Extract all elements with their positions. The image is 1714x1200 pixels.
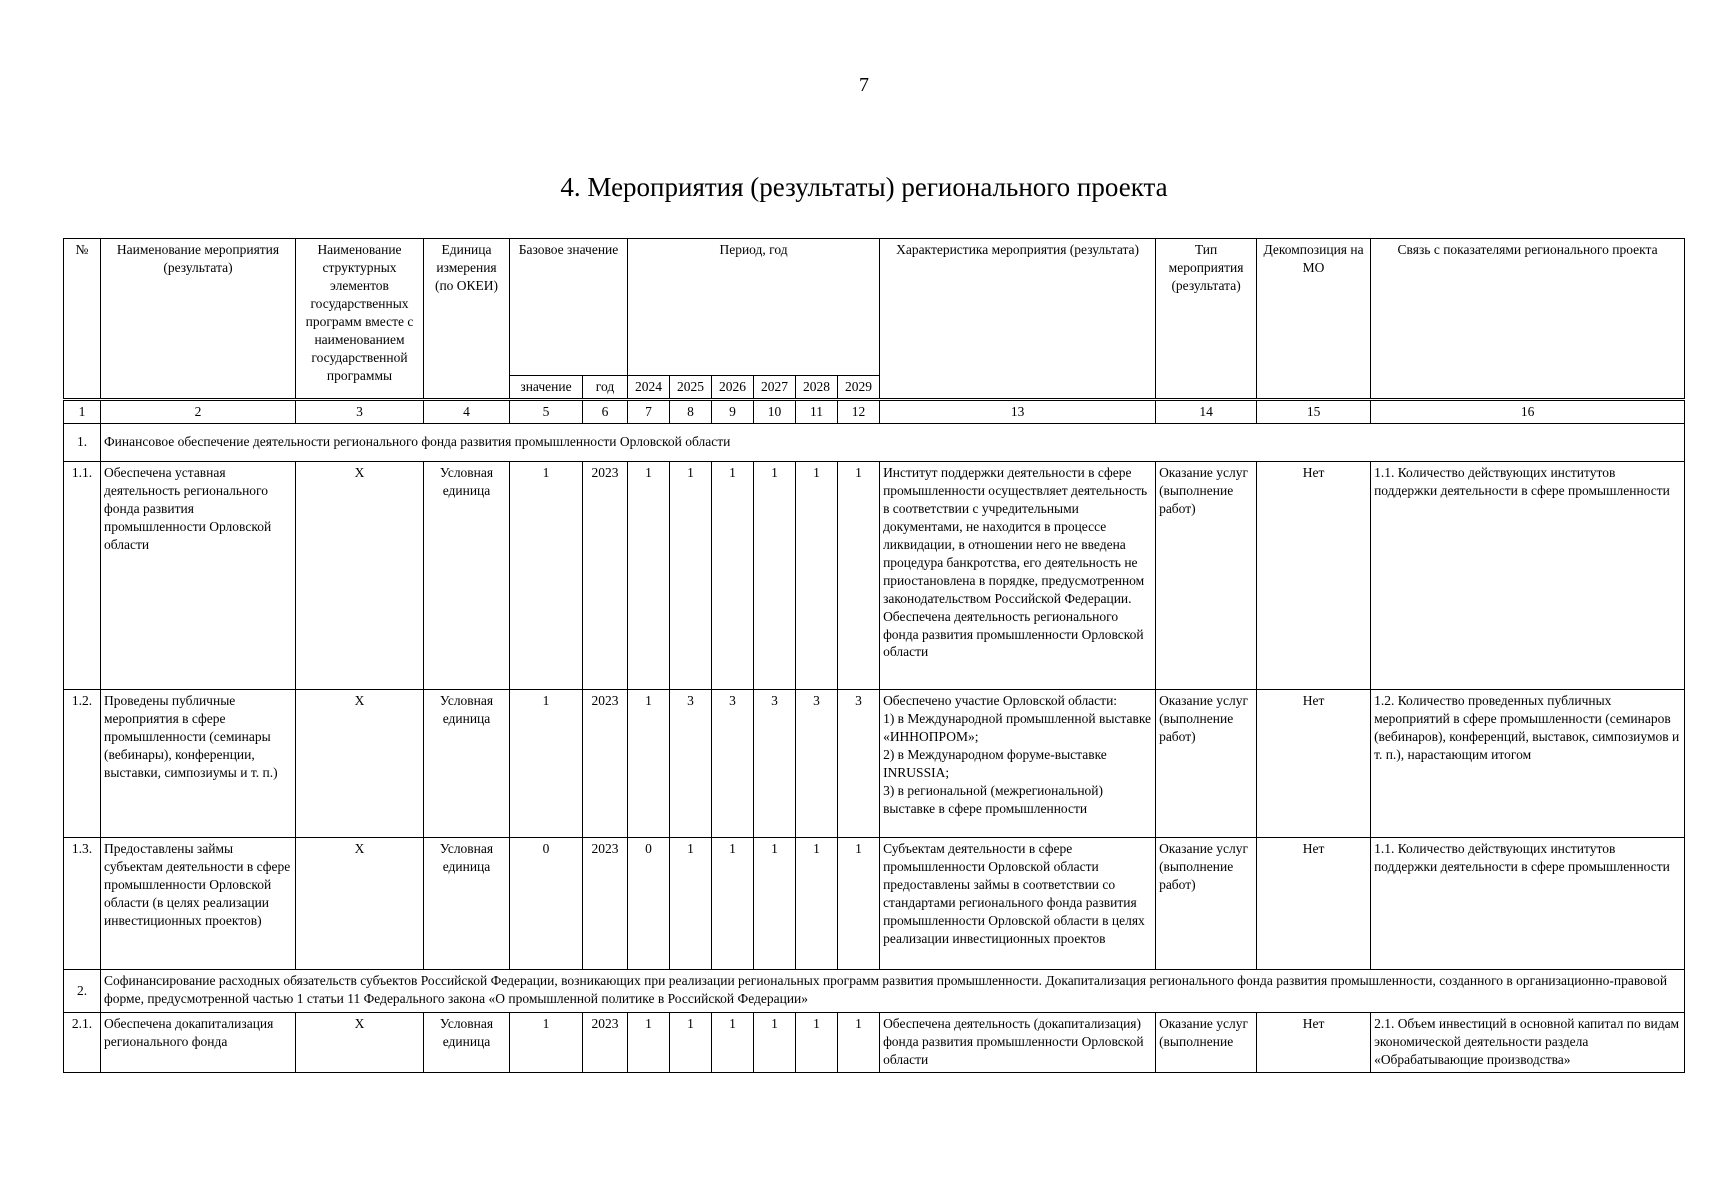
column-number: 1 xyxy=(64,400,101,424)
value-2024: 1 xyxy=(628,1012,670,1072)
base-value: 1 xyxy=(510,689,583,837)
subheader-year-2029: 2029 xyxy=(838,376,880,400)
section-title: Софинансирование расходных обязательств субъектов Российской Федерации, возникающих при реализации региональных программ развития промышленности. Докапитализация регионального фонда развития промышленности, созданного в организационно-правовой форме, предусмотренной частью 1 статьи 11 Федерального закона «О промышленной политике в Российской Федерации» xyxy=(101,969,1685,1012)
value-2026: 3 xyxy=(712,689,754,837)
indicator-link: 1.2. Количество проведенных публичных мероприятий в сфере промышленности (семинаров (вебинаров), конференций, выставок, симпозиумов и т. п.), нарастающим итогом xyxy=(1371,689,1685,837)
event-characteristic: Субъектам деятельности в сфере промышленности Орловской области предоставлены займы в соответствии со стандартами регионального фонда развития промышленности Орловской области в целях реализации инвестиционных проектов xyxy=(880,837,1156,969)
unit: Условная единица xyxy=(424,689,510,837)
event-name: Предоставлены займы субъектам деятельности в сфере промышленности Орловской области (в целях реализации инвестиционных проектов) xyxy=(101,837,296,969)
header-base-value: Базовое значение xyxy=(510,239,628,376)
structural-element: X xyxy=(296,689,424,837)
subheader-year: год xyxy=(583,376,628,400)
column-number-row xyxy=(64,400,1685,424)
row-number: 2.1. xyxy=(64,1012,101,1072)
value-2026: 1 xyxy=(712,837,754,969)
unit: Условная единица xyxy=(424,837,510,969)
subheader-year-2025: 2025 xyxy=(670,376,712,400)
header-number: № xyxy=(64,239,101,400)
value-2028: 3 xyxy=(796,689,838,837)
subheader-year-2024: 2024 xyxy=(628,376,670,400)
row-number: 1.1. xyxy=(64,461,101,689)
structural-element: X xyxy=(296,1012,424,1072)
base-value: 1 xyxy=(510,461,583,689)
subheader-year-2028: 2028 xyxy=(796,376,838,400)
column-number: 5 xyxy=(510,400,583,424)
structural-element: X xyxy=(296,461,424,689)
header-decomposition: Декомпозиция на МО xyxy=(1257,239,1371,400)
event-type: Оказание услуг (выполнение работ) xyxy=(1156,689,1257,837)
base-year: 2023 xyxy=(583,689,628,837)
event-type: Оказание услуг (выполнение работ) xyxy=(1156,837,1257,969)
table-row xyxy=(64,461,1685,689)
base-value: 0 xyxy=(510,837,583,969)
subheader-year-2026: 2026 xyxy=(712,376,754,400)
column-number: 15 xyxy=(1257,400,1371,424)
table-row xyxy=(64,837,1685,969)
base-year: 2023 xyxy=(583,1012,628,1072)
column-number: 4 xyxy=(424,400,510,424)
indicator-link: 1.1. Количество действующих институтов поддержки деятельности в сфере промышленности xyxy=(1371,461,1685,689)
column-number: 6 xyxy=(583,400,628,424)
section-row xyxy=(64,423,1685,461)
column-number: 13 xyxy=(880,400,1156,424)
event-type: Оказание услуг (выполнение xyxy=(1156,1012,1257,1072)
value-2028: 1 xyxy=(796,837,838,969)
header-period: Период, год xyxy=(628,239,880,376)
value-2024: 0 xyxy=(628,837,670,969)
event-name: Обеспечена докапитализация регионального фонда xyxy=(101,1012,296,1072)
column-number: 16 xyxy=(1371,400,1685,424)
unit: Условная единица xyxy=(424,1012,510,1072)
subheader-year-2027: 2027 xyxy=(754,376,796,400)
value-2027: 3 xyxy=(754,689,796,837)
header-structural-elements: Наименование структурных элементов государственных программ вместе с наименованием государственной программы xyxy=(296,239,424,400)
column-number: 2 xyxy=(101,400,296,424)
column-number: 14 xyxy=(1156,400,1257,424)
value-2024: 1 xyxy=(628,461,670,689)
column-number: 9 xyxy=(712,400,754,424)
mo-decomposition: Нет xyxy=(1257,461,1371,689)
events-table xyxy=(63,238,1685,1073)
header-link-indicators: Связь с показателями регионального проекта xyxy=(1371,239,1685,400)
indicator-link: 2.1. Объем инвестиций в основной капитал по видам экономической деятельности раздела «Обрабатывающие производства» xyxy=(1371,1012,1685,1072)
value-2025: 1 xyxy=(670,837,712,969)
value-2025: 1 xyxy=(670,1012,712,1072)
value-2027: 1 xyxy=(754,1012,796,1072)
header-type: Тип мероприятия (результата) xyxy=(1156,239,1257,400)
event-characteristic: Обеспечена деятельность (докапитализация) фонда развития промышленности Орловской области xyxy=(880,1012,1156,1072)
mo-decomposition: Нет xyxy=(1257,837,1371,969)
value-2027: 1 xyxy=(754,837,796,969)
value-2029: 3 xyxy=(838,689,880,837)
column-number: 12 xyxy=(838,400,880,424)
column-number: 10 xyxy=(754,400,796,424)
section-title: Финансовое обеспечение деятельности регионального фонда развития промышленности Орловской области xyxy=(101,423,1685,461)
value-2029: 1 xyxy=(838,1012,880,1072)
mo-decomposition: Нет xyxy=(1257,1012,1371,1072)
value-2029: 1 xyxy=(838,837,880,969)
section-number: 1. xyxy=(64,423,101,461)
indicator-link: 1.1. Количество действующих институтов поддержки деятельности в сфере промышленности xyxy=(1371,837,1685,969)
base-year: 2023 xyxy=(583,837,628,969)
value-2026: 1 xyxy=(712,1012,754,1072)
value-2029: 1 xyxy=(838,461,880,689)
row-number: 1.2. xyxy=(64,689,101,837)
column-number: 7 xyxy=(628,400,670,424)
row-number: 1.3. xyxy=(64,837,101,969)
table-header-row xyxy=(64,239,1685,376)
event-type: Оказание услуг (выполнение работ) xyxy=(1156,461,1257,689)
column-number: 8 xyxy=(670,400,712,424)
value-2028: 1 xyxy=(796,1012,838,1072)
subheader-value: значение xyxy=(510,376,583,400)
table-row xyxy=(64,1012,1685,1072)
mo-decomposition: Нет xyxy=(1257,689,1371,837)
section-row xyxy=(64,969,1685,1012)
structural-element: X xyxy=(296,837,424,969)
table-row xyxy=(64,689,1685,837)
base-year: 2023 xyxy=(583,461,628,689)
column-number: 11 xyxy=(796,400,838,424)
value-2028: 1 xyxy=(796,461,838,689)
base-value: 1 xyxy=(510,1012,583,1072)
column-number: 3 xyxy=(296,400,424,424)
value-2025: 1 xyxy=(670,461,712,689)
page-number: 7 xyxy=(859,74,869,96)
section-number: 2. xyxy=(64,969,101,1012)
header-unit: Единица измерения (по ОКЕИ) xyxy=(424,239,510,400)
header-characteristic: Характеристика мероприятия (результата) xyxy=(880,239,1156,400)
unit: Условная единица xyxy=(424,461,510,689)
event-characteristic: Институт поддержки деятельности в сфере промышленности осуществляет деятельность в соответствии с учредительными документами, не находится в процессе ликвидации, в отношении него не введена процедура банкротства, его деятельность не приостановлена в порядке, предусмотренном законодательством Российской Федерации. Обеспечена деятельность регионального фонда развития промышленности Орловской области xyxy=(880,461,1156,689)
event-name: Обеспечена уставная деятельность регионального фонда развития промышленности Орловской области xyxy=(101,461,296,689)
value-2026: 1 xyxy=(712,461,754,689)
value-2027: 1 xyxy=(754,461,796,689)
event-characteristic: Обеспечено участие Орловской области: 1) в Международной промышленной выставке «ИННОПРОМ»; 2) в Международном форуме-выставке INRUSSIA; 3) в региональной (межрегиональной) выставке в сфере промышленности xyxy=(880,689,1156,837)
event-name: Проведены публичные мероприятия в сфере промышленности (семинары (вебинары), конференции, выставки, симпозиумы и т. п.) xyxy=(101,689,296,837)
value-2024: 1 xyxy=(628,689,670,837)
header-event-name: Наименование мероприятия (результата) xyxy=(101,239,296,400)
value-2025: 3 xyxy=(670,689,712,837)
page-title: 4. Мероприятия (результаты) регионального проекта xyxy=(560,172,1168,202)
